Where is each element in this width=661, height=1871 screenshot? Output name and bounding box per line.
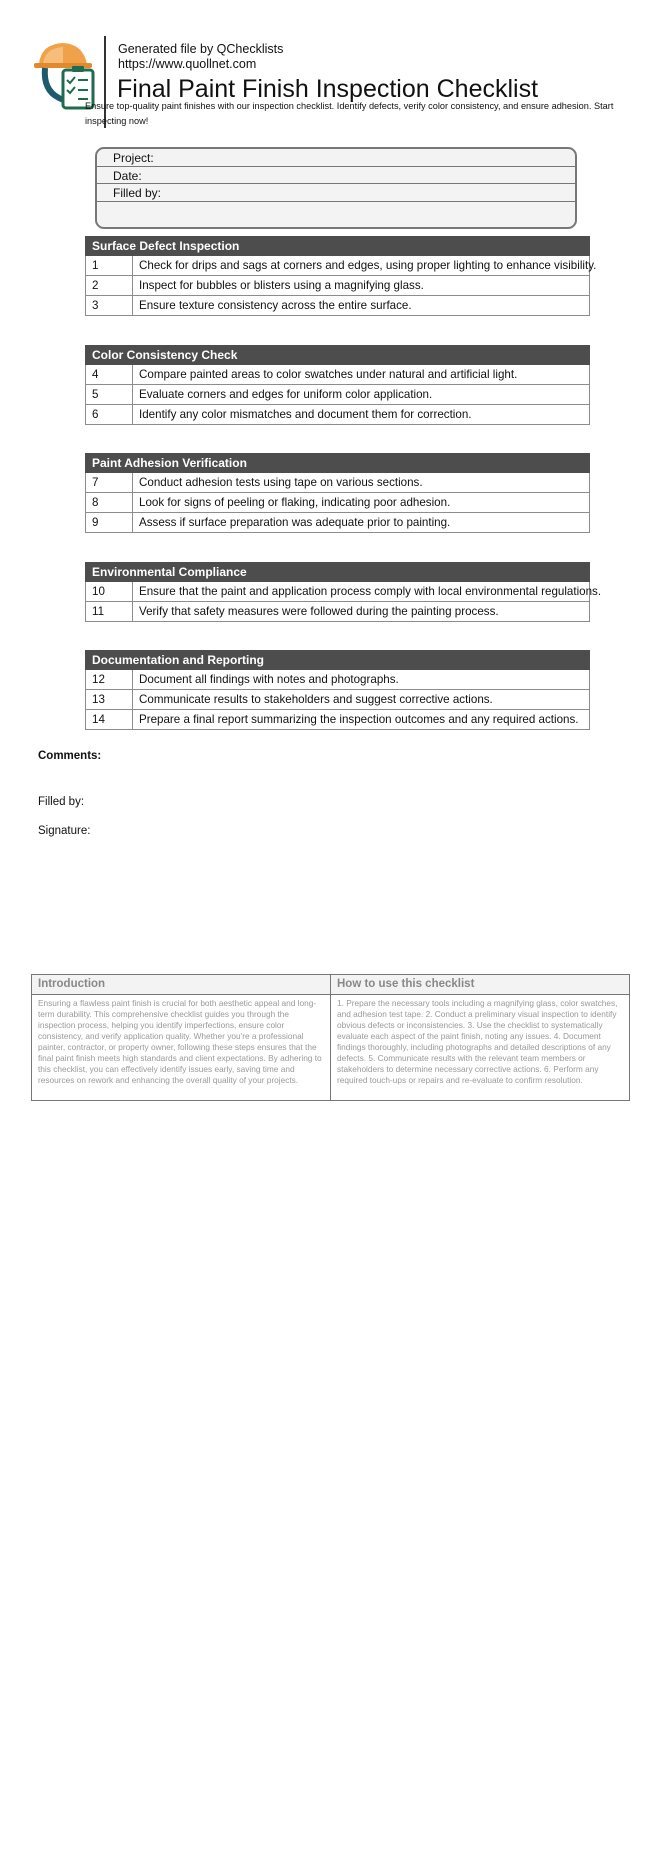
section-title: Paint Adhesion Verification: [85, 453, 590, 473]
how-to-use-title: How to use this checklist: [331, 975, 629, 995]
checklist-row[interactable]: [85, 513, 590, 533]
checklist-row[interactable]: [85, 256, 597, 276]
checklist-row[interactable]: [85, 296, 590, 316]
item-text: Check for drips and sags at corners and edges, using proper lighting to enhance visibility.: [139, 259, 597, 272]
item-number: 4: [86, 365, 133, 384]
project-field[interactable]: Project:: [97, 149, 575, 167]
source-url[interactable]: https://www.quollnet.com: [118, 57, 257, 71]
item-text: Ensure texture consistency across the entire surface.: [139, 299, 412, 312]
filled-by-field[interactable]: Filled by:: [97, 184, 575, 202]
signature-label: Signature:: [38, 825, 91, 837]
checklist-row[interactable]: [85, 365, 590, 385]
item-text: Prepare a final report summarizing the inspection outcomes and any required actions.: [139, 713, 579, 726]
item-number: 12: [86, 670, 133, 689]
checklist-row[interactable]: [85, 385, 590, 405]
checklist-row[interactable]: [85, 690, 590, 710]
section-paint-adhesion-verification: [85, 453, 590, 533]
item-number: 6: [86, 405, 133, 424]
checklist-row[interactable]: [85, 710, 590, 730]
how-to-use-text: 1. Prepare the necessary tools including a magnifying glass, color swatches, and adhesion test tape. 2. Conduct a preliminary visual inspection to identify obvious defects or inconsistencies. 3. Use the checklist to systematically evaluate each aspect of the paint finish, noting any issues. 4. Document findings thoroughly, including photographs and detailed descriptions of any defects. 5. Communicate results with the relevant team members or stakeholders to determine necessary corrective actions. 6. Perform any required touch-ups or repairs and re-evaluate to confirm resolution.: [337, 998, 618, 1085]
item-number: 7: [86, 473, 133, 492]
filled-by-label: Filled by:: [38, 796, 85, 808]
checklist-row[interactable]: [85, 493, 590, 513]
item-text: Verify that safety measures were followed during the painting process.: [139, 605, 499, 618]
introduction-title: Introduction: [32, 975, 330, 995]
item-text: Assess if surface preparation was adequate prior to painting.: [139, 516, 451, 529]
item-text: Conduct adhesion tests using tape on various sections.: [139, 476, 423, 489]
generated-by-text: Generated file by QChecklists: [118, 42, 284, 56]
section-title: Color Consistency Check: [85, 345, 590, 365]
item-text: Identify any color mismatches and document them for correction.: [139, 408, 472, 421]
item-text: Look for signs of peeling or flaking, indicating poor adhesion.: [139, 496, 451, 509]
item-number: 13: [86, 690, 133, 709]
item-number: 10: [86, 582, 133, 601]
checklist-row[interactable]: [85, 473, 590, 493]
item-text: Communicate results to stakeholders and suggest corrective actions.: [139, 693, 493, 706]
introduction-text: Ensuring a flawless paint finish is crucial for both aesthetic appeal and long-term durability. This comprehensive checklist guides you through the inspection process, helping you identify imperfections, ensure color consistency, and verify application quality. Whether you're a professional painter, contractor, or property owner, following these steps ensures that the final paint finish meets high standards and client expectations. By adhering to this checklist, you can effectively identify issues early, saving time and resources on rework and enhancing the overall quality of your projects.: [38, 998, 322, 1085]
project-info-box: [95, 147, 577, 229]
section-title: Surface Defect Inspection: [85, 236, 590, 256]
section-title: Environmental Compliance: [85, 562, 590, 582]
checklist-row[interactable]: [85, 670, 590, 690]
blank-field[interactable]: [97, 202, 575, 220]
generator-info: [118, 42, 283, 72]
item-text: Ensure that the paint and application process comply with local environmental regulations.: [139, 585, 602, 598]
item-number: 14: [86, 710, 133, 729]
item-number: 1: [86, 256, 133, 275]
item-number: 3: [86, 296, 133, 315]
item-text: Document all findings with notes and photographs.: [139, 673, 399, 686]
section-title: Documentation and Reporting: [85, 650, 590, 670]
item-number: 11: [86, 602, 133, 621]
date-field[interactable]: Date:: [97, 167, 575, 185]
checklist-row[interactable]: [85, 405, 590, 425]
comments-label: Comments:: [38, 750, 102, 762]
item-number: 8: [86, 493, 133, 512]
section-documentation-and-reporting: [85, 650, 590, 730]
item-number: 5: [86, 385, 133, 404]
info-panel: [31, 974, 630, 1101]
introduction-column: [32, 975, 331, 1100]
section-surface-defect-inspection: [85, 236, 597, 316]
item-number: 2: [86, 276, 133, 295]
item-text: Compare painted areas to color swatches under natural and artificial light.: [139, 368, 518, 381]
section-environmental-compliance: [85, 562, 602, 622]
checklist-row[interactable]: [85, 602, 590, 622]
how-to-use-column: [331, 975, 629, 1100]
item-text: Inspect for bubbles or blisters using a magnifying glass.: [139, 279, 424, 292]
item-text: Evaluate corners and edges for uniform color application.: [139, 388, 433, 401]
page-description: Ensure top-quality paint finishes with our inspection checklist. Identify defects, verify color consistency, and ensure adhesion. Start inspecting now!: [85, 101, 614, 126]
checklist-row[interactable]: [85, 582, 602, 602]
item-number: 9: [86, 513, 133, 532]
checklist-row[interactable]: [85, 276, 590, 296]
section-color-consistency-check: [85, 345, 590, 425]
page-title: Final Paint Finish Inspection Checklist: [117, 75, 539, 103]
